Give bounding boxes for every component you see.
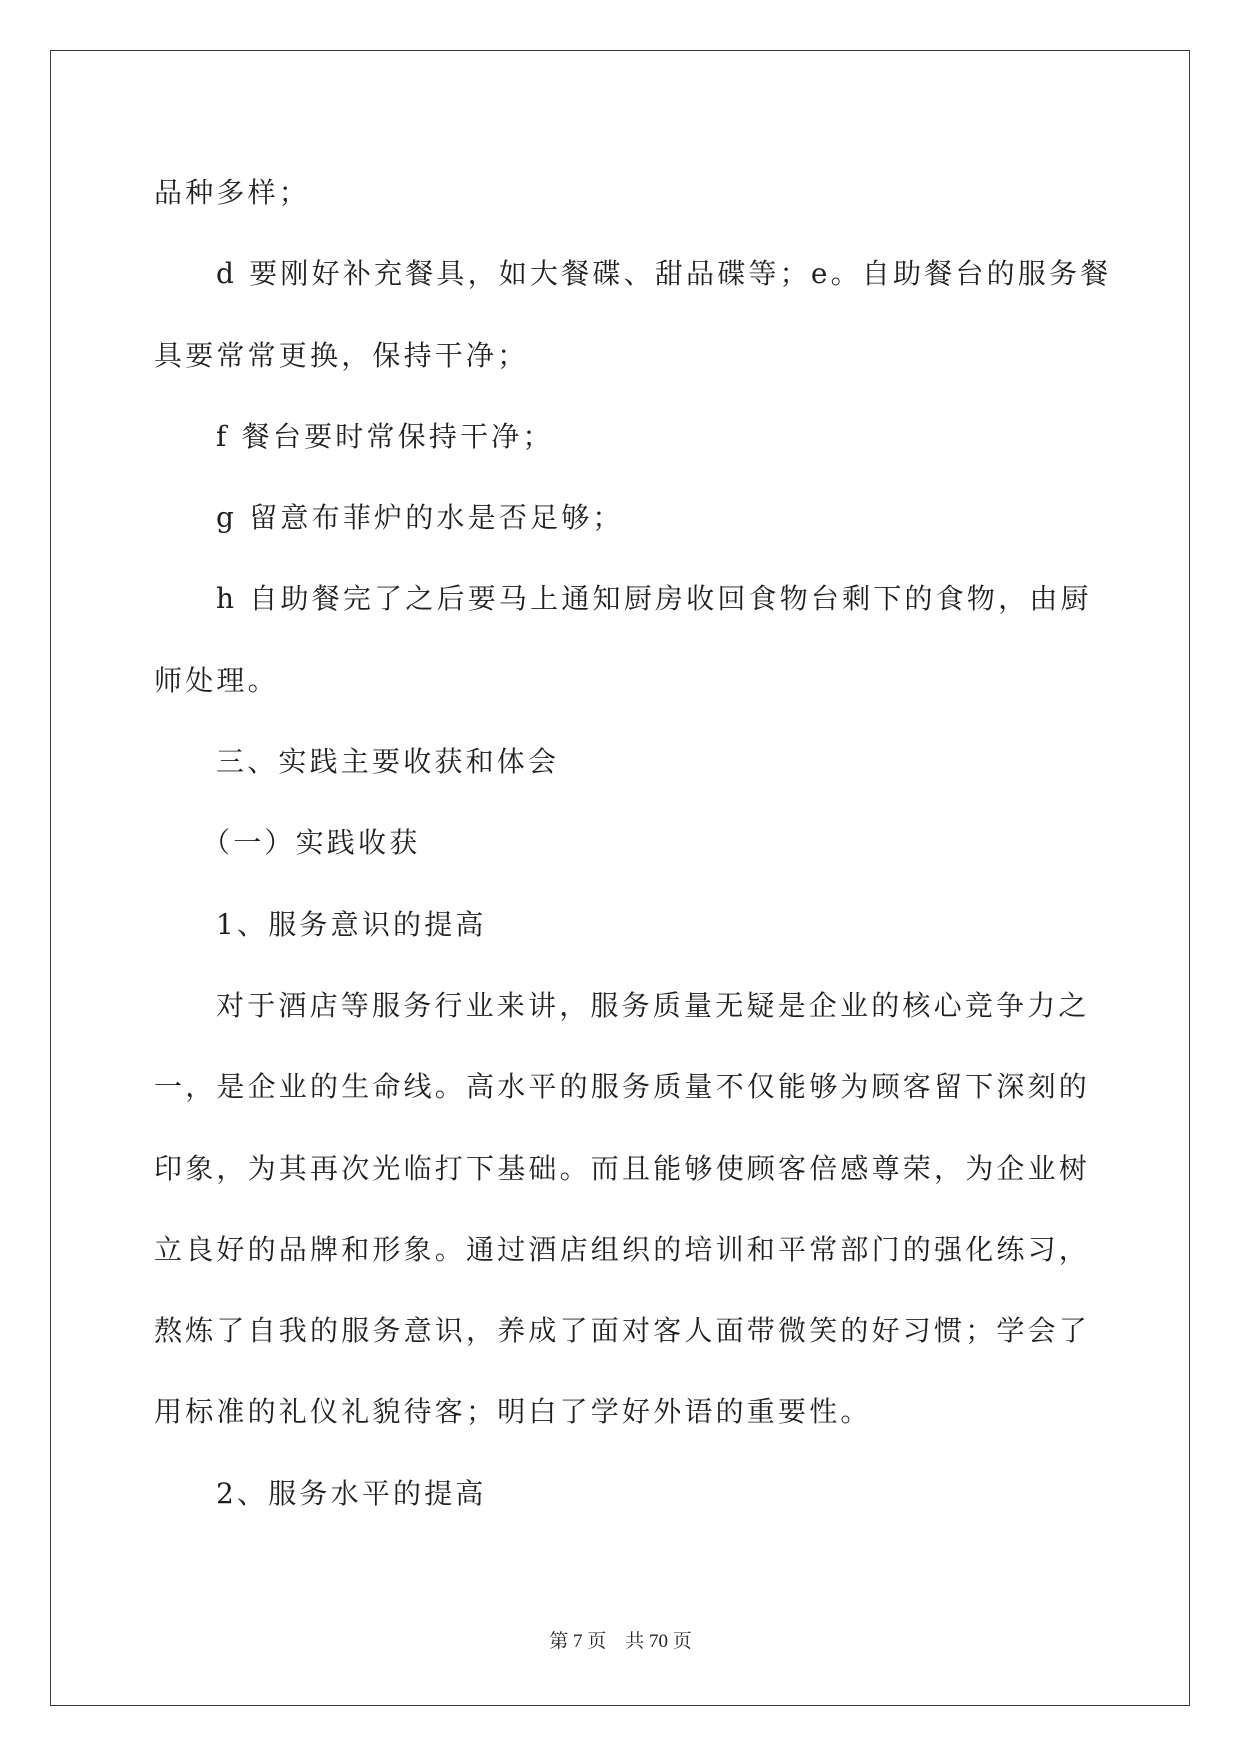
subsection-heading bbox=[154, 1453, 1114, 1534]
text-line: 对于酒店等服务行业来讲，服务质量无疑是企业的核心竞争力之 bbox=[216, 988, 1090, 1022]
text-line: 一，是企业的生命线。高水平的服务质量不仅能够为顾客留下深刻的 bbox=[154, 1070, 1091, 1104]
paragraph-item-h bbox=[154, 558, 1114, 721]
text-line: d 要刚好补充餐具，如大餐碟、甜品碟等；e。自助餐台的服务餐 bbox=[216, 257, 1112, 291]
text-line: h 自助餐完了之后要马上通知厨房收回食物台剩下的食物，由厨 bbox=[216, 582, 1092, 616]
paragraph-item-f bbox=[154, 396, 1114, 477]
text-line: 印象，为其再次光临打下基础。而且能够使顾客倍感尊荣，为企业树 bbox=[154, 1151, 1091, 1185]
text-line: 立良好的品牌和形象。通过酒店组织的培训和平常部门的强化练习， bbox=[154, 1232, 1091, 1266]
subsection-heading bbox=[154, 884, 1114, 965]
heading-text: （一）实践收获 bbox=[202, 826, 421, 860]
body-paragraph bbox=[154, 965, 1114, 1453]
heading-text: 1、服务意识的提高 bbox=[216, 907, 487, 941]
page-number-footer: 第 7 页 共 70 页 bbox=[549, 1631, 692, 1652]
paragraph-continuation bbox=[154, 152, 1114, 233]
heading-text: 2、服务水平的提高 bbox=[216, 1476, 487, 1510]
text-line: f 餐台要时常保持干净； bbox=[216, 419, 554, 453]
section-heading bbox=[154, 721, 1114, 802]
paragraph-item-d bbox=[154, 233, 1114, 396]
text-line: 用标准的礼仪礼貌待客；明白了学好外语的重要性。 bbox=[154, 1395, 872, 1429]
paragraph-item-g bbox=[154, 477, 1114, 558]
document-body bbox=[154, 152, 1114, 1534]
text-line: 品种多样； bbox=[154, 176, 311, 209]
text-line: g 留意布菲炉的水是否足够； bbox=[216, 501, 624, 535]
text-line: 具要常常更换，保持干净； bbox=[154, 338, 529, 372]
subsection-heading bbox=[154, 802, 1114, 883]
heading-text: 三、实践主要收获和体会 bbox=[216, 745, 560, 779]
text-line: 熬炼了自我的服务意识，养成了面对客人面带微笑的好习惯；学会了 bbox=[154, 1314, 1091, 1348]
text-line: 师处理。 bbox=[154, 663, 279, 697]
